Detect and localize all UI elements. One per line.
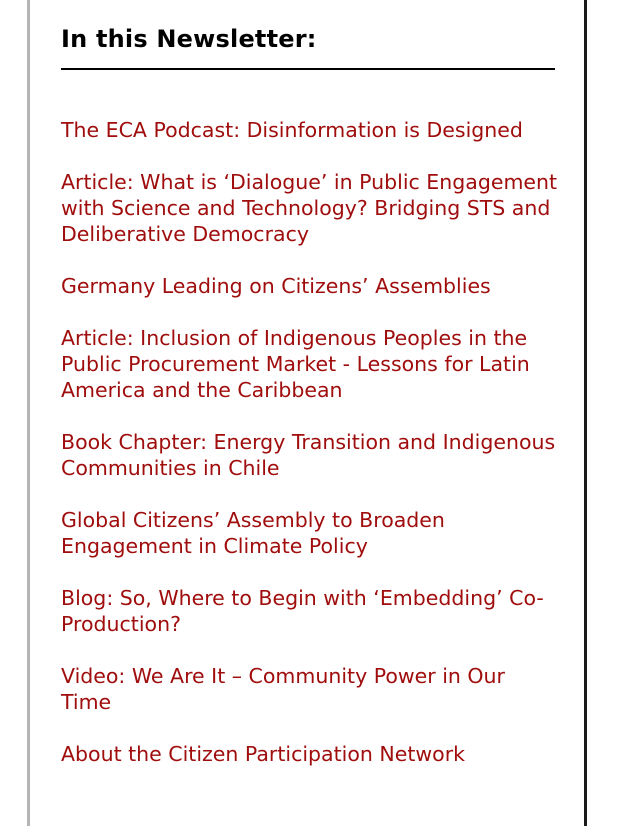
toc-link-indigenous-procurement[interactable]: Article: Inclusion of Indigenous Peoples in the Public Procurement Market - Lessons for Latin America and the Caribbean — [61, 326, 530, 402]
newsletter-toc — [61, 22, 561, 793]
toc-item — [61, 585, 561, 637]
toc-link-eca-podcast[interactable]: The ECA Podcast: Disinformation is Designed — [61, 118, 523, 142]
toc-link-embedding-blog[interactable]: Blog: So, Where to Begin with ‘Embedding’ Co-Production? — [61, 586, 544, 636]
toc-heading: In this Newsletter: — [61, 25, 317, 53]
toc-item — [61, 741, 561, 767]
toc-item — [61, 325, 561, 403]
toc-item — [61, 273, 561, 299]
toc-link-about-network[interactable]: About the Citizen Participation Network — [61, 742, 465, 766]
toc-link-dialogue-article[interactable]: Article: What is ‘Dialogue’ in Public Engagement with Science and Technology? Bridging STS and Deliberative Democracy — [61, 170, 558, 246]
toc-link-germany-assemblies[interactable]: Germany Leading on Citizens’ Assemblies — [61, 274, 491, 298]
toc-item — [61, 507, 561, 559]
toc-item — [61, 429, 561, 481]
toc-link-global-assembly[interactable]: Global Citizens’ Assembly to Broaden Engagement in Climate Policy — [61, 508, 445, 558]
adjacent-column — [587, 0, 618, 826]
toc-link-energy-transition[interactable]: Book Chapter: Energy Transition and Indigenous Communities in Chile — [61, 430, 556, 480]
toc-link-we-are-it-video[interactable]: Video: We Are It – Community Power in Our Time — [61, 664, 505, 714]
heading-divider — [61, 68, 555, 70]
left-border — [27, 0, 30, 826]
toc-item — [61, 663, 561, 715]
toc-item — [61, 117, 561, 143]
toc-item — [61, 169, 561, 247]
toc-list — [61, 117, 561, 767]
